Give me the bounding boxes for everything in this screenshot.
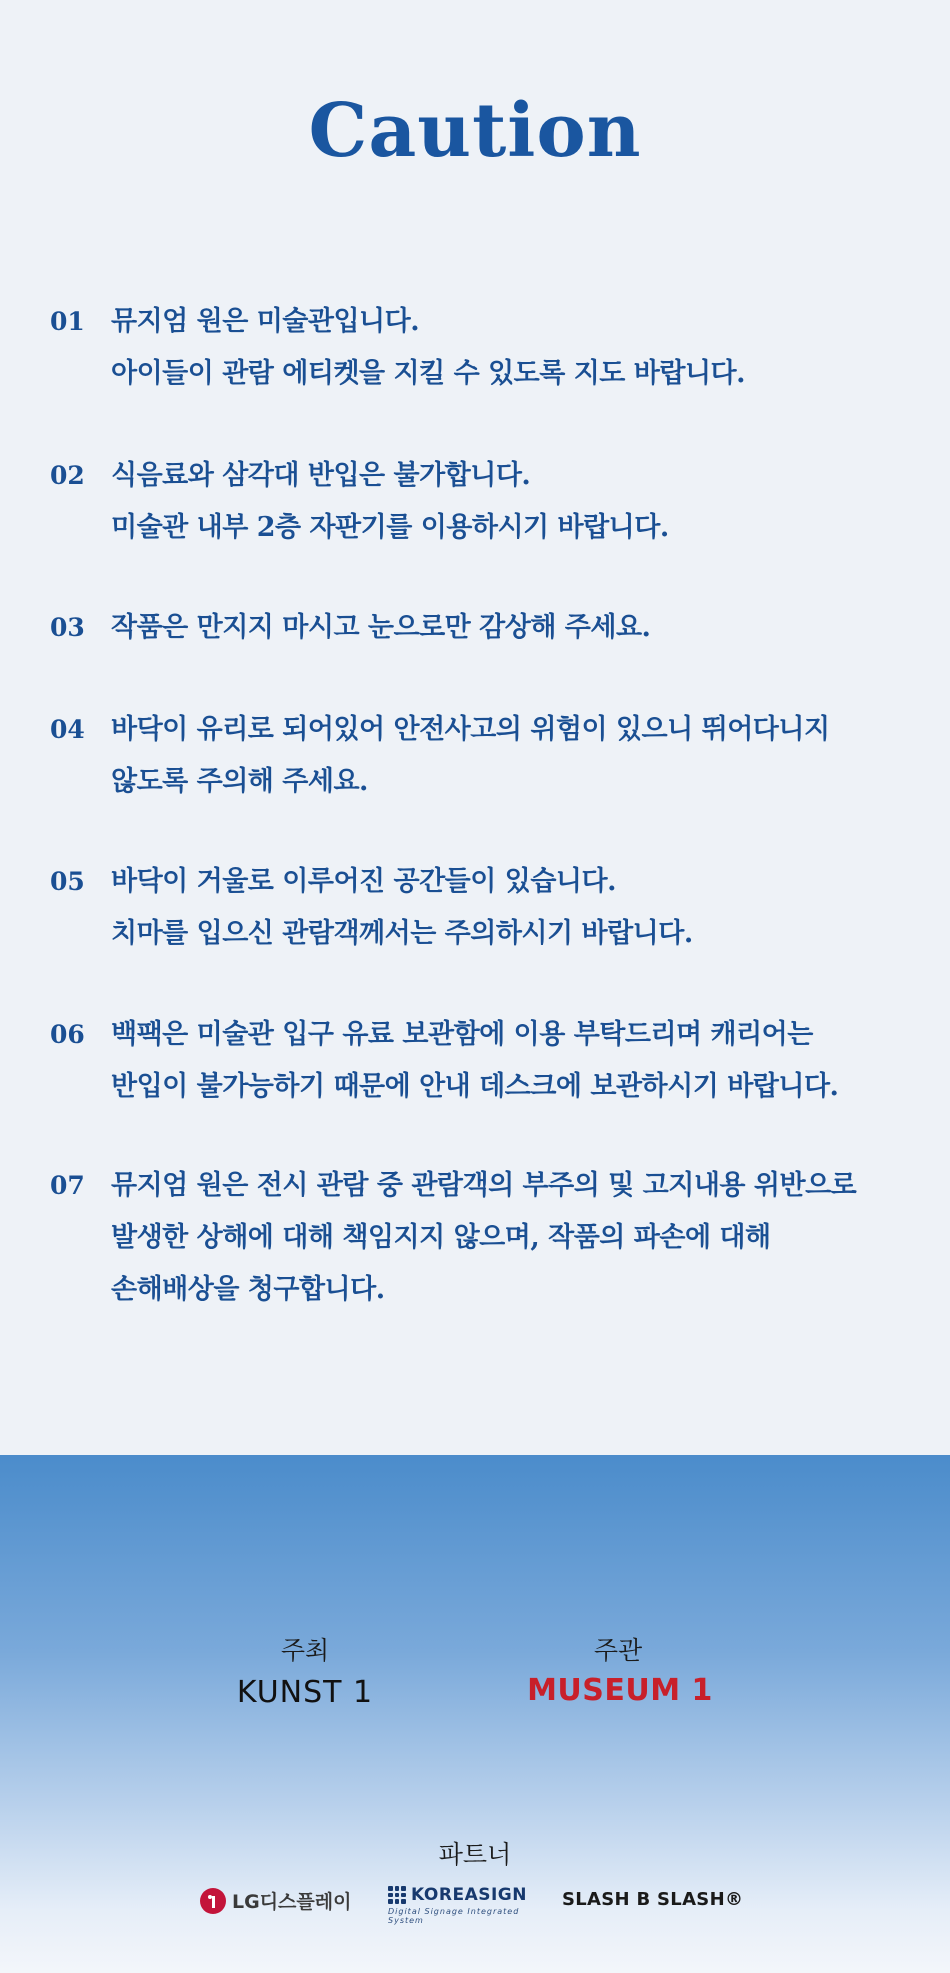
partner-logos bbox=[0, 1885, 950, 1935]
item-text-line: 아이들이 관람 에티켓을 지킬 수 있도록 지도 바랍니다. bbox=[111, 358, 746, 389]
item-text-line: 바닥이 거울로 이루어진 공간들이 있습니다. bbox=[111, 866, 616, 897]
item-text-line: 않도록 주의해 주세요. bbox=[111, 766, 368, 797]
item-text-line: 작품은 만지지 마시고 눈으로만 감상해 주세요. bbox=[111, 612, 651, 643]
partner-label: 파트너 bbox=[438, 1840, 512, 1869]
item-number: 06 bbox=[50, 1020, 85, 1049]
item-text-line: 식음료와 삼각대 반입은 불가합니다. bbox=[111, 460, 531, 491]
item-text-line: 미술관 내부 2층 자판기를 이용하시기 바랍니다. bbox=[111, 512, 669, 543]
partner-koreasign bbox=[388, 1885, 538, 1925]
host-label: 주최 bbox=[280, 1636, 330, 1665]
partner-lg-display bbox=[200, 1887, 351, 1914]
item-text-line: 바닥이 유리로 되어있어 안전사고의 위험이 있으니 뛰어다니지 bbox=[111, 714, 830, 745]
item-text-line: 반입이 불가능하기 때문에 안내 데스크에 보관하시기 바랍니다. bbox=[111, 1071, 839, 1102]
item-text-line: 뮤지엄 원은 미술관입니다. bbox=[111, 306, 420, 337]
page-title: Caution bbox=[308, 88, 642, 174]
item-text-line: 뮤지엄 원은 전시 관람 중 관람객의 부주의 및 고지내용 위반으로 bbox=[111, 1170, 857, 1201]
organizer-name: MUSEUM 1 bbox=[527, 1673, 713, 1708]
item-number: 03 bbox=[50, 613, 85, 642]
partner-lg-name: LG디스플레이 bbox=[232, 1891, 352, 1913]
item-number: 07 bbox=[50, 1171, 85, 1200]
item-number: 02 bbox=[50, 461, 85, 490]
partner-koreasign-name: KOREASIGN bbox=[411, 1885, 527, 1905]
partner-koreasign-tagline: Digital Signage Integrated System bbox=[388, 1907, 520, 1925]
organizer-label: 주관 bbox=[593, 1636, 643, 1665]
item-number: 05 bbox=[50, 867, 85, 896]
item-number: 01 bbox=[50, 307, 85, 336]
lg-logo-icon bbox=[200, 1888, 226, 1914]
item-text-line: 손해배상을 청구합니다. bbox=[111, 1274, 385, 1305]
item-text-line: 백팩은 미술관 입구 유료 보관함에 이용 부탁드리며 캐리어는 bbox=[111, 1019, 813, 1050]
item-text-line: 발생한 상해에 대해 책임지지 않으며, 작품의 파손에 대해 bbox=[111, 1222, 771, 1253]
item-number: 04 bbox=[50, 715, 85, 744]
item-text-line: 치마를 입으신 관람객께서는 주의하시기 바랍니다. bbox=[111, 918, 693, 949]
partner-slash-b-slash: SLASH B SLASH® bbox=[562, 1889, 744, 1910]
credits-footer bbox=[0, 1455, 950, 1973]
host-name: KUNST 1 bbox=[236, 1675, 374, 1710]
koreasign-grid-icon bbox=[388, 1886, 406, 1904]
